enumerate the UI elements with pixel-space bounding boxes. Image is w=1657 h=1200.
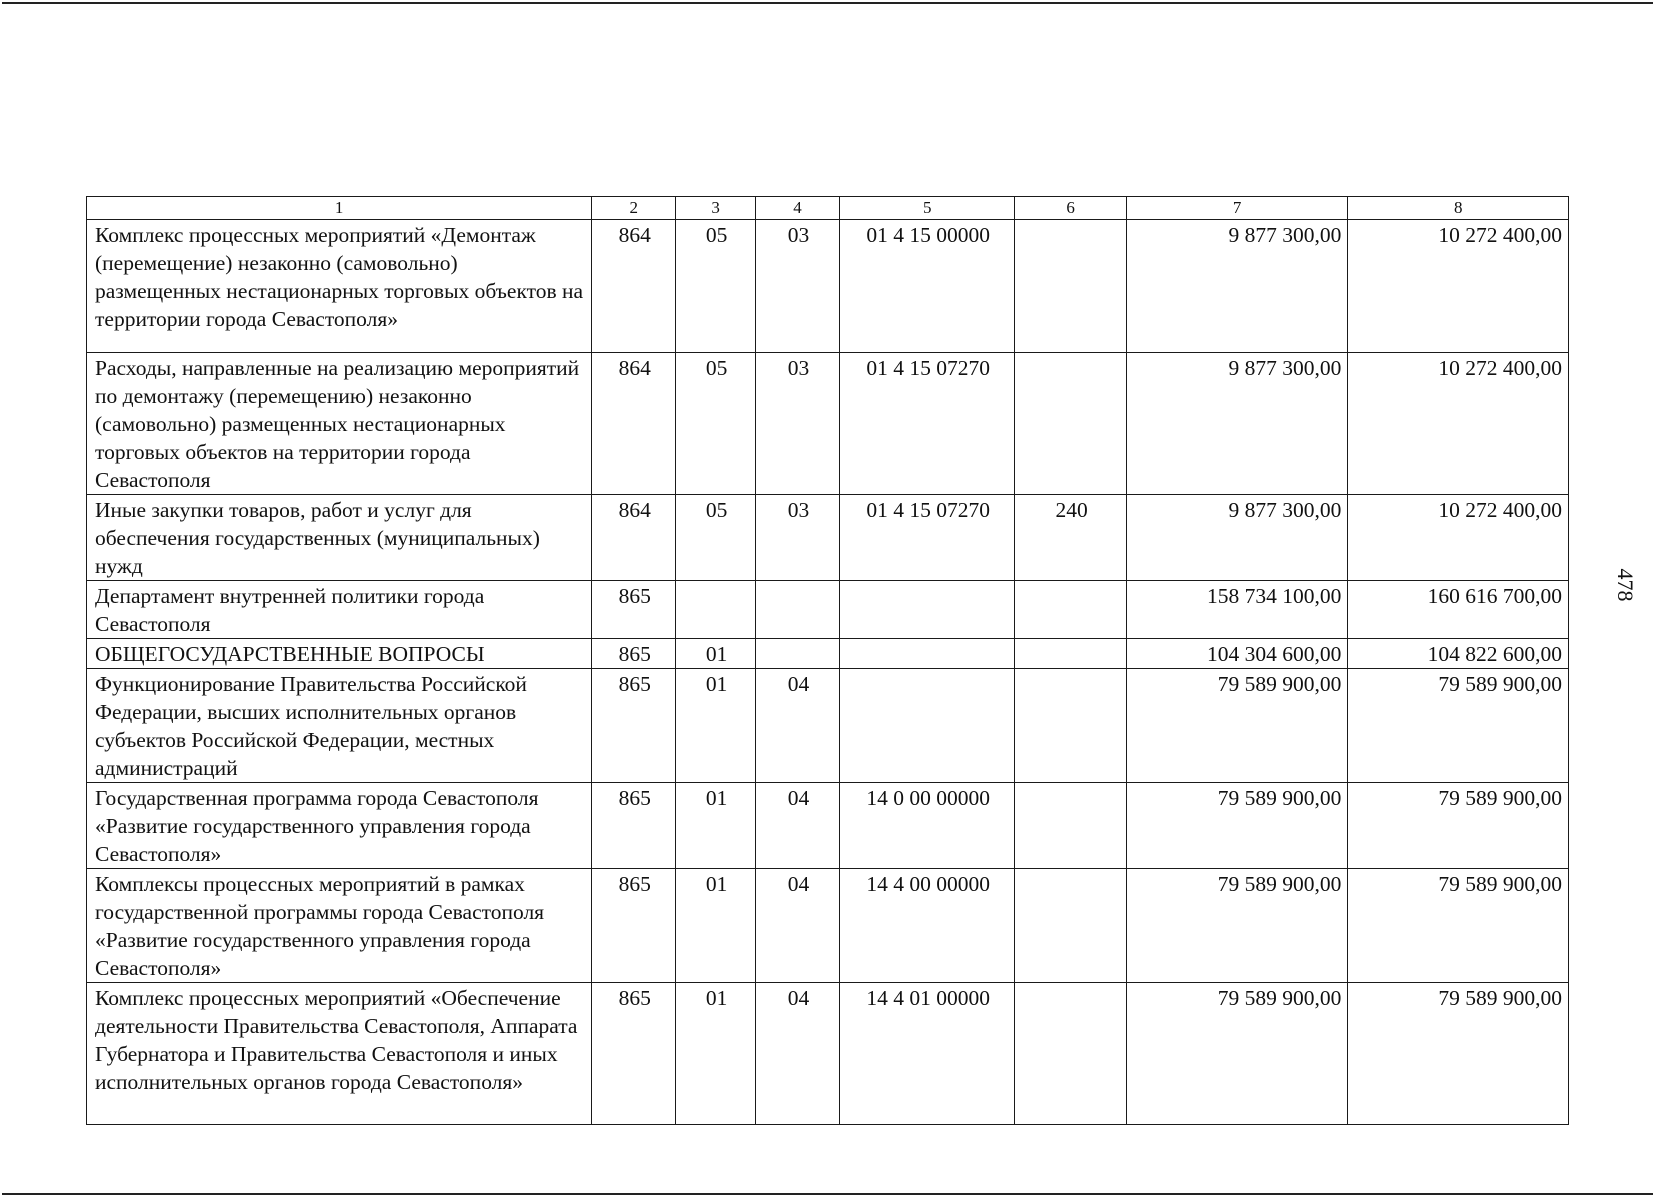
subsection-code: 04 [756, 669, 840, 783]
target-article-code [840, 639, 1015, 669]
expense-type-code [1015, 220, 1126, 353]
section-code: 01 [676, 639, 756, 669]
amount-col-7: 9 877 300,00 [1126, 353, 1348, 495]
amount-col-8: 79 589 900,00 [1348, 669, 1569, 783]
expense-type-code [1015, 353, 1126, 495]
row-name: Комплекс процессных мероприятий «Демонтаж (перемещение) незаконно (самовольно) размещенных нестационарных торговых объектов на территории города Севастополя» [87, 220, 592, 353]
ministry-code: 865 [592, 669, 676, 783]
ministry-code: 864 [592, 495, 676, 581]
page-number: 478 [1613, 568, 1638, 602]
subsection-code [756, 581, 840, 639]
section-code: 05 [676, 220, 756, 353]
amount-col-7: 79 589 900,00 [1126, 669, 1348, 783]
row-name: Комплекс процессных мероприятий «Обеспечение деятельности Правительства Севастополя, Аппарата Губернатора и Правительства Севастополя и иных исполнительных органов города Севастополя» [87, 983, 592, 1125]
target-article-code: 14 0 00 00000 [840, 783, 1015, 869]
table-row [87, 869, 1569, 983]
section-code: 01 [676, 983, 756, 1125]
target-article-code: 01 4 15 07270 [840, 353, 1015, 495]
section-code: 05 [676, 495, 756, 581]
header-col-7: 7 [1126, 197, 1348, 220]
amount-col-7: 79 589 900,00 [1126, 869, 1348, 983]
ministry-code: 865 [592, 581, 676, 639]
expense-type-code [1015, 869, 1126, 983]
expense-type-code [1015, 783, 1126, 869]
ministry-code: 865 [592, 983, 676, 1125]
subsection-code: 04 [756, 783, 840, 869]
target-article-code: 14 4 01 00000 [840, 983, 1015, 1125]
section-code: 01 [676, 869, 756, 983]
table-row [87, 639, 1569, 669]
ministry-code: 865 [592, 783, 676, 869]
amount-col-7: 104 304 600,00 [1126, 639, 1348, 669]
amount-col-8: 79 589 900,00 [1348, 783, 1569, 869]
header-col-6: 6 [1015, 197, 1126, 220]
amount-col-7: 9 877 300,00 [1126, 220, 1348, 353]
ministry-code: 865 [592, 869, 676, 983]
amount-col-8: 10 272 400,00 [1348, 353, 1569, 495]
subsection-code: 04 [756, 983, 840, 1125]
expense-type-code [1015, 983, 1126, 1125]
amount-col-8: 10 272 400,00 [1348, 220, 1569, 353]
row-name: Иные закупки товаров, работ и услуг для обеспечения государственных (муниципальных) нужд [87, 495, 592, 581]
target-article-code [840, 581, 1015, 639]
row-name: Расходы, направленные на реализацию мероприятий по демонтажу (перемещению) незаконно (самовольно) размещенных нестационарных торговых объектов на территории города Севастополя [87, 353, 592, 495]
section-code: 05 [676, 353, 756, 495]
header-col-1: 1 [87, 197, 592, 220]
header-col-4: 4 [756, 197, 840, 220]
header-col-8: 8 [1348, 197, 1569, 220]
target-article-code: 14 4 00 00000 [840, 869, 1015, 983]
table-row [87, 669, 1569, 783]
section-code [676, 581, 756, 639]
row-name: Государственная программа города Севастополя «Развитие государственного управления города Севастополя» [87, 783, 592, 869]
ministry-code: 864 [592, 220, 676, 353]
amount-col-8: 79 589 900,00 [1348, 869, 1569, 983]
amount-col-7: 79 589 900,00 [1126, 983, 1348, 1125]
expense-type-code [1015, 669, 1126, 783]
subsection-code: 03 [756, 353, 840, 495]
amount-col-8: 160 616 700,00 [1348, 581, 1569, 639]
header-row [87, 197, 1569, 220]
table-row [87, 983, 1569, 1125]
target-article-code: 01 4 15 07270 [840, 495, 1015, 581]
target-article-code: 01 4 15 00000 [840, 220, 1015, 353]
amount-col-7: 79 589 900,00 [1126, 783, 1348, 869]
amount-col-8: 79 589 900,00 [1348, 983, 1569, 1125]
header-col-2: 2 [592, 197, 676, 220]
header-col-3: 3 [676, 197, 756, 220]
subsection-code: 04 [756, 869, 840, 983]
table-row [87, 495, 1569, 581]
ministry-code: 865 [592, 639, 676, 669]
table-row [87, 581, 1569, 639]
row-name: Функционирование Правительства Российской Федерации, высших исполнительных органов субъектов Российской Федерации, местных администраций [87, 669, 592, 783]
expense-type-code [1015, 581, 1126, 639]
row-name: Комплексы процессных мероприятий в рамках государственной программы города Севастополя «Развитие государственного управления города Севастополя» [87, 869, 592, 983]
table-row [87, 353, 1569, 495]
amount-col-7: 158 734 100,00 [1126, 581, 1348, 639]
budget-table [86, 196, 1569, 1125]
expense-type-code [1015, 639, 1126, 669]
section-code: 01 [676, 669, 756, 783]
subsection-code: 03 [756, 220, 840, 353]
row-name: Департамент внутренней политики города Севастополя [87, 581, 592, 639]
table-row [87, 220, 1569, 353]
section-code: 01 [676, 783, 756, 869]
ministry-code: 864 [592, 353, 676, 495]
table-row [87, 783, 1569, 869]
amount-col-8: 10 272 400,00 [1348, 495, 1569, 581]
expense-type-code: 240 [1015, 495, 1126, 581]
subsection-code [756, 639, 840, 669]
amount-col-8: 104 822 600,00 [1348, 639, 1569, 669]
row-name: ОБЩЕГОСУДАРСТВЕННЫЕ ВОПРОСЫ [87, 639, 592, 669]
subsection-code: 03 [756, 495, 840, 581]
header-col-5: 5 [840, 197, 1015, 220]
amount-col-7: 9 877 300,00 [1126, 495, 1348, 581]
target-article-code [840, 669, 1015, 783]
